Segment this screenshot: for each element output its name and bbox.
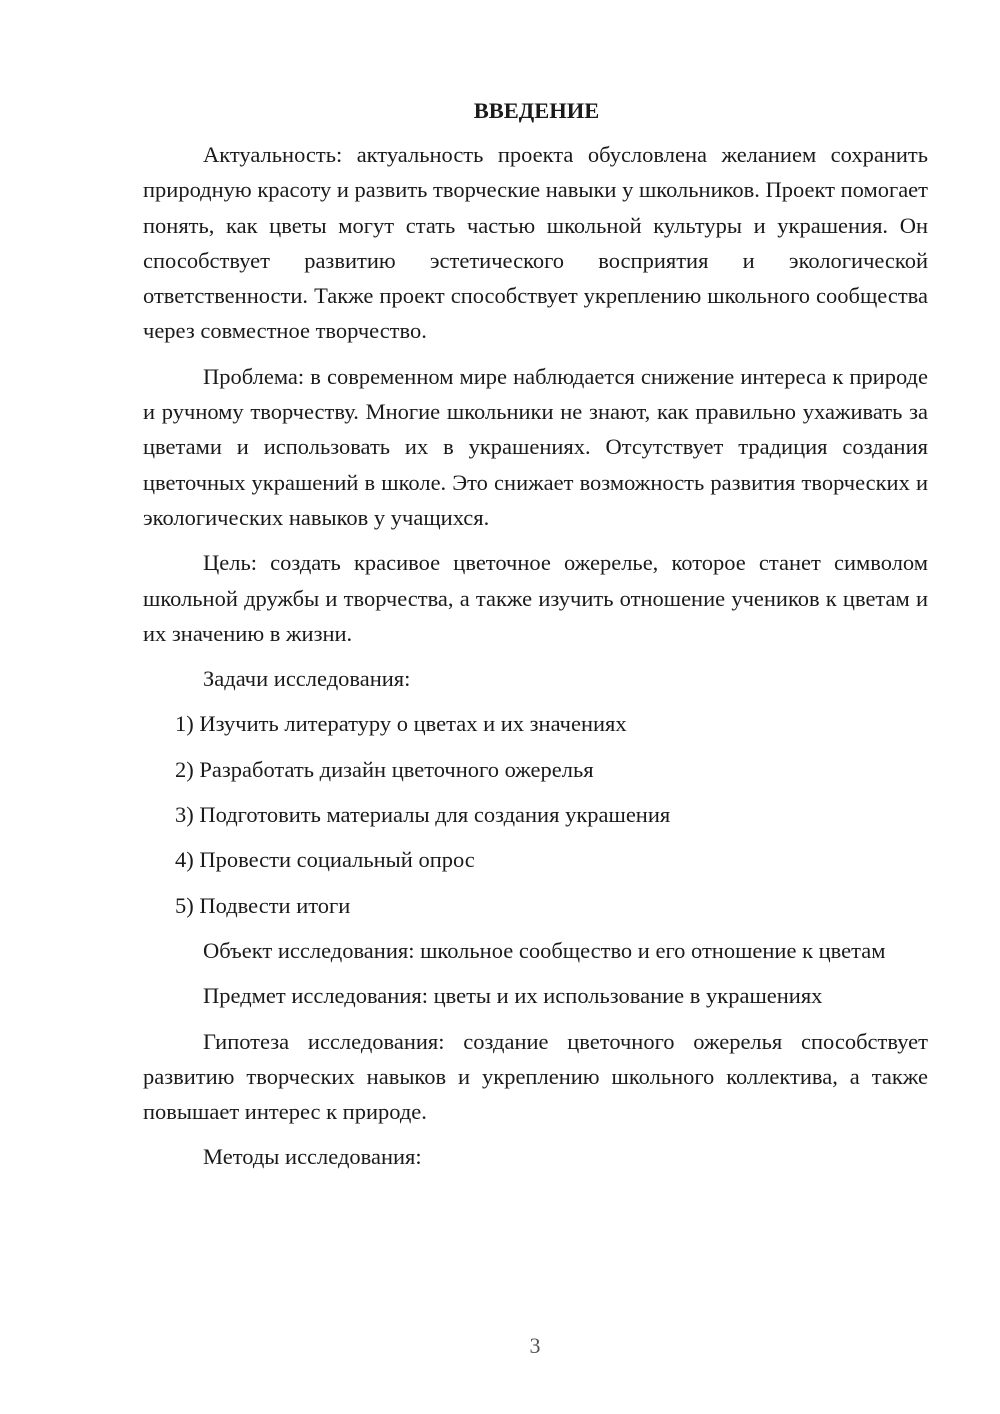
object-paragraph: Объект исследования: школьное сообщество и его отношение к цветам	[203, 937, 886, 963]
page-title: ВВЕДЕНИЕ	[473, 98, 600, 123]
tasks-list	[143, 706, 928, 922]
problem-paragraph: Проблема: в современном мире наблюдается снижение интереса к природе и ручному творчеству. Многие школьники не знают, как правильно ухаживать за цветами и использовать их в украшениях. Отсутствует традиция создания цветочных украшений в школе. Это снижает возможность развития творческих и экологических навыков у учащихся.	[143, 363, 928, 530]
goal-paragraph: Цель: создать красивое цветочное ожерелье, которое станет символом школьной дружбы и творчества, а также изучить отношение учеников к цветам и их значению в жизни.	[143, 550, 928, 646]
page-number: 3	[529, 1333, 541, 1358]
subject-paragraph: Предмет исследования: цветы и их использование в украшениях	[203, 983, 823, 1009]
page-content	[143, 94, 928, 1185]
hypothesis-paragraph: Гипотеза исследования: создание цветочного ожерелья способствует развитию творческих навыков и укреплению школьного коллектива, а также повышает интерес к природе.	[143, 1028, 928, 1125]
list-item: 3) Подготовить материалы для создания украшения	[175, 802, 671, 828]
list-item: 1) Изучить литературу о цветах и их значениях	[175, 711, 627, 737]
list-item: 4) Провести социальный опрос	[175, 847, 475, 873]
list-item: 2) Разработать дизайн цветочного ожерелья	[175, 756, 594, 782]
relevance-paragraph: Актуальность: актуальность проекта обусловлена желанием сохранить природную красоту и развить творческие навыки у школьников. Проект помогает понять, как цветы могут стать частью школьной культуры и украшения. Он способствует развитию эстетического восприятия и экологической ответственности. Также проект способствует укреплению школьного сообщества через совместное творчество.	[143, 142, 929, 344]
tasks-heading: Задачи исследования:	[203, 666, 411, 692]
list-item: 5) Подвести итоги	[175, 892, 351, 918]
methods-heading: Методы исследования:	[203, 1144, 422, 1170]
